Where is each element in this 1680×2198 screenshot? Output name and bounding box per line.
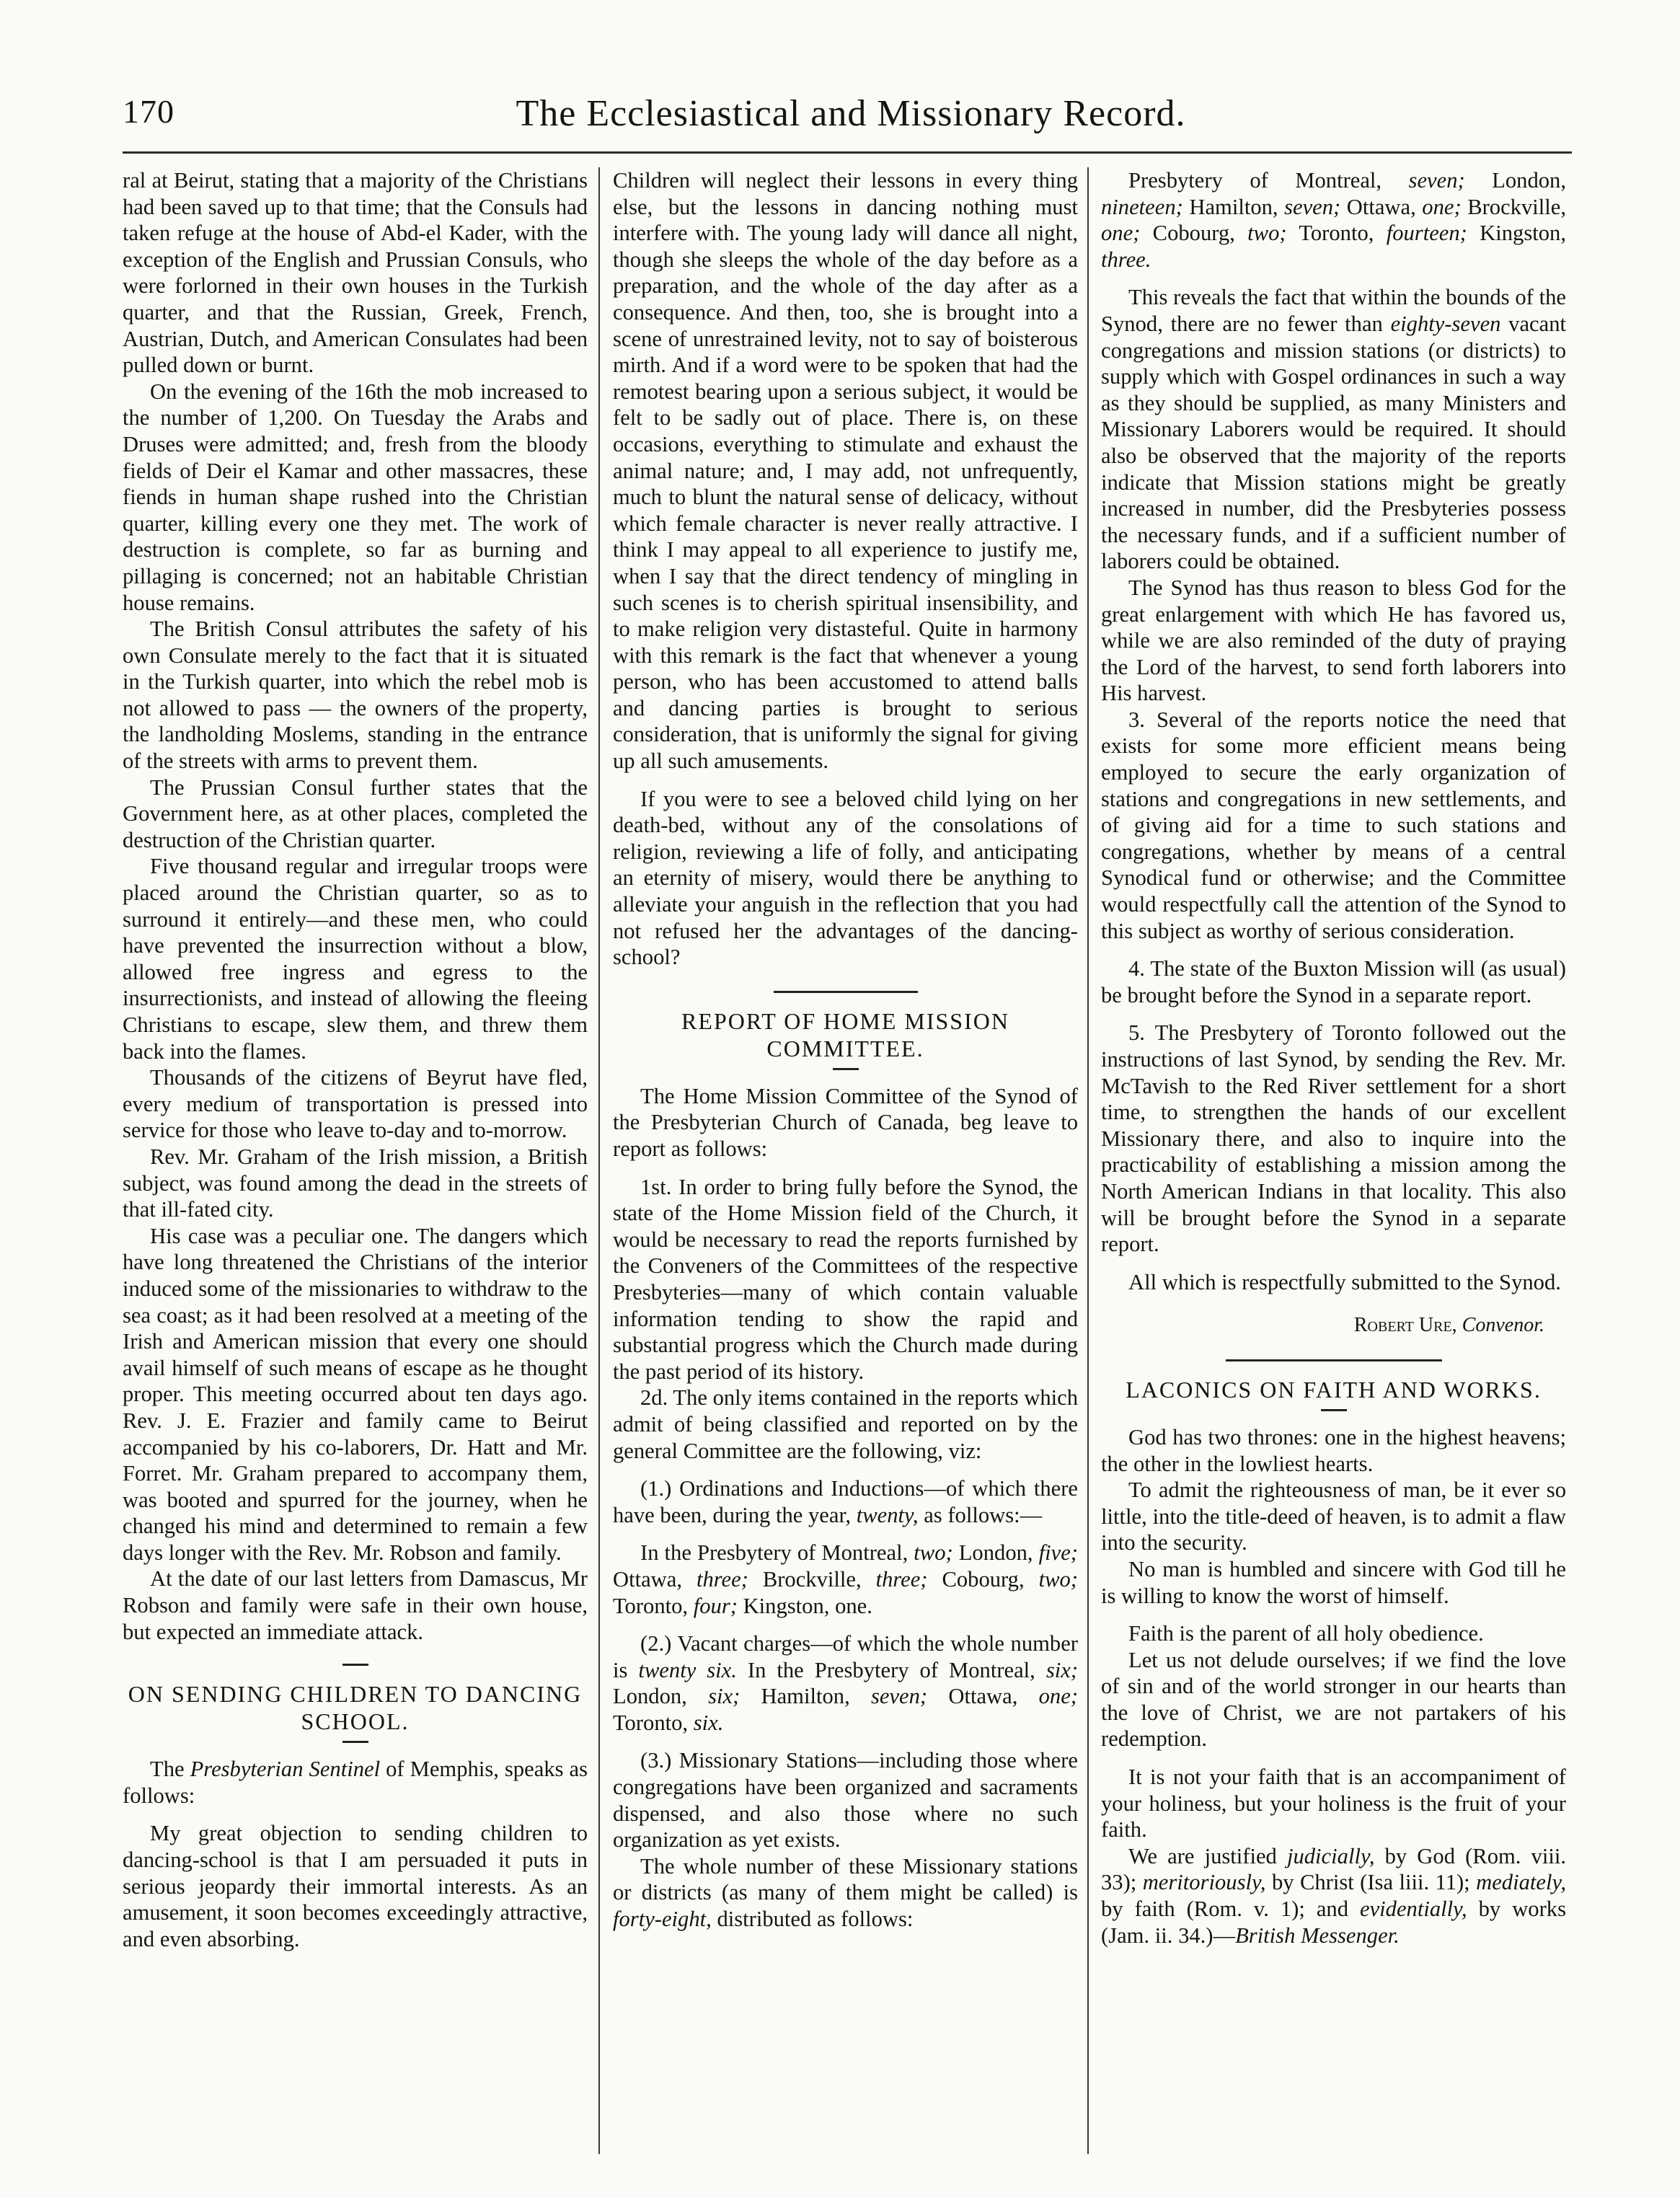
text: by works (Jam. ii. 34.)— xyxy=(1101,1897,1566,1948)
text: Ottawa, xyxy=(1340,194,1423,219)
text-em: evidentially, xyxy=(1359,1897,1467,1922)
text: (2.) Vacant charges—of which the whole number is xyxy=(613,1631,1078,1682)
text: London, xyxy=(952,1540,1039,1566)
paragraph xyxy=(1101,167,1566,273)
paragraph xyxy=(613,1475,1078,1528)
paragraph: At the date of our last letters from Damascus, Mr Robson and family were safe in their own house, but expected an immediate attack. xyxy=(123,1566,588,1644)
publication-title: The Ecclesiastical and Missionary Record. xyxy=(516,93,1186,134)
column-divider-1 xyxy=(598,167,600,2154)
text-em: one; xyxy=(1101,221,1141,246)
text-em: three. xyxy=(1101,247,1151,272)
text: Toronto, xyxy=(1286,221,1387,246)
text: Cobourg, xyxy=(1140,221,1248,246)
heading-rule xyxy=(1321,1409,1347,1411)
paragraph: Rev. Mr. Graham of the Irish mission, a British subject, was found among the dead in the streets of that ill-fated city. xyxy=(123,1144,588,1222)
paragraph: The Prussian Consul further states that the Government here, as at other places, completed the destruction of the Christian quarter. xyxy=(123,774,588,852)
text: Toronto, xyxy=(613,1593,694,1618)
paragraph xyxy=(613,1540,1078,1619)
text-em: two; xyxy=(914,1540,953,1566)
paragraph: To admit the righteousness of man, be it ever so little, into the title-deed of heaven, is to admit a flaw into the security. xyxy=(1101,1478,1566,1555)
text-em: twenty, xyxy=(856,1502,919,1527)
paragraph: Children will neglect their lessons in every thing else, but the lessons in dancing nothing must interfere with. The young lady will dance all night, though she sleeps the whole of the day before as a preparation, and the whole of the day after as a consequence. And then, too, she is brought into a scene of unrestrained levity, not to say of boisterous mirth. And if a word were to be spoken that had the remotest bearing upon a serious subject, it would be felt to be sadly out of place. There is, on these occasions, everything to stimulate and exhaust the animal nature; and, I may add, not unfrequently, much to blunt the natural sense of delicacy, without which female character is never really attractive. I think I may appeal to all experience to justify me, when I say that the direct tendency of mingling in such scenes is to cherish spiritual insensibility, and to make religion very distasteful. Quite in harmony with this remark is the fact that whenever a young person, who has been accustomed to attend balls and dancing parties is brought to serious consideration, that is uniformly the signal for giving up all such amusements. xyxy=(613,168,1078,774)
signatory-title: Convenor. xyxy=(1462,1314,1544,1337)
signatory-name: Robert Ure, xyxy=(1353,1314,1457,1337)
publication-name: Presbyterian Sentinel xyxy=(190,1757,381,1782)
paragraph xyxy=(613,1853,1078,1933)
paragraph: His case was a peculiar one. The dangers which have long threatened the Christians of the interior induced some of the missionaries to withdraw to the sea coast; as it had been resolved at a meeting of the Irish and American mission that every one should avail himself of such means of escape as he thought proper. This meeting occurred about ten days ago. Rev. J. E. Frazier and family came to Beirut accompanied by his co-laborers, Dr. Hatt and Mr. Forret. Mr. Graham prepared to accompany them, was booted and spurred for the journey, when he changed his mind and determined to remain a few days longer with the Rev. Mr. Robson and family. xyxy=(123,1223,588,1565)
paragraph: Five thousand regular and irregular troops were placed around the Christian quarter, so as to surround it entirely—and these men, who could have prevented the insurrection without a blow, allowed free ingress and egress to the insurrectionists, and instead of allowing the fleeing Christians to escape, slew them, and threw them back into the flames. xyxy=(123,854,588,1064)
paragraph: It is not your faith that is an accompaniment of your holiness, but your holiness is the fruit of your faith. xyxy=(1101,1765,1566,1842)
text-em: two; xyxy=(1247,221,1287,246)
text: one. xyxy=(835,1593,872,1618)
text: Ottawa, xyxy=(613,1566,697,1592)
paragraph: Let us not delude ourselves; if we find the love of sin and of the world stronger in our hearts than the love of Christ, we are not partakers of his redemption. xyxy=(1101,1647,1566,1752)
text-em: fourteen; xyxy=(1386,221,1467,246)
text: as follows:— xyxy=(918,1502,1043,1527)
paragraph: No man is humbled and sincere with God till he is willing to know the worst of himself. xyxy=(1101,1556,1566,1608)
article-heading-laconics: LACONICS ON FAITH AND WORKS. xyxy=(1126,1376,1542,1403)
paragraph: 4. The state of the Buxton Mission will (as usual) be brought before the Synod in a separate report. xyxy=(1101,956,1566,1007)
text: by Christ (Isa liii. 11); xyxy=(1265,1870,1477,1895)
paragraph: On the evening of the 16th the mob increased to the number of 1,200. On Tuesday the Arabs and Druses were admitted; and, fresh from the bloody fields of Deir el Kamar and other massacres, these fiends in human shape rushed into the Christian quarter, killing every one they met. The work of destruction is complete, so far as burning and pillaging is concerned; not an habitable Christian house remains. xyxy=(123,379,588,615)
text-em: eighty-seven xyxy=(1390,311,1501,336)
text: This reveals the fact that within the bounds of the Synod, there are no fewer than xyxy=(1101,285,1566,336)
text: Presbytery of Montreal, xyxy=(1128,168,1409,193)
paragraph: 2d. The only items contained in the reports which admit of being classified and reported on by the general Committee are the following, viz: xyxy=(613,1385,1078,1463)
paragraph: Faith is the parent of all holy obedience. xyxy=(1128,1621,1484,1646)
paragraph xyxy=(123,1756,588,1809)
text-em: three; xyxy=(875,1566,928,1592)
text-em: six; xyxy=(1045,1657,1078,1682)
text: London, xyxy=(1464,168,1566,193)
text: (1.) Ordinations and Inductions—of which there have been, during the year, xyxy=(613,1476,1078,1527)
text-em: twenty six. xyxy=(638,1657,737,1682)
text: In the Presbytery of Montreal, xyxy=(736,1657,1046,1682)
text: Ottawa, xyxy=(927,1684,1039,1709)
paragraph xyxy=(613,1630,1078,1736)
text: Cobourg, xyxy=(927,1566,1039,1592)
paragraph xyxy=(1101,284,1566,575)
column-1 xyxy=(123,167,588,2155)
paragraph: 3. Several of the reports notice the need that exists for some more efficient means being employed to secure the early organization of stations and congregations in new settlements, and of giving aid for a time to such stations and congregations, whether by means of a central Synodical fund or otherwise; and the Committee would respectfully call the attention of the Synod to this subject as worthy of serious consideration. xyxy=(1101,707,1566,943)
text: Hamilton, xyxy=(740,1684,871,1709)
paragraph: God has two thrones: one in the highest heavens; the other in the lowliest hearts. xyxy=(1101,1424,1566,1476)
text: Toronto, xyxy=(613,1710,694,1735)
text: The xyxy=(150,1757,190,1782)
source-credit: British Messenger. xyxy=(1235,1923,1400,1948)
column-divider-2 xyxy=(1087,167,1089,2154)
text: by faith (Rom. v. 1); and xyxy=(1101,1897,1360,1922)
paragraph: 1st. In order to bring fully before the Synod, the state of the Home Mission field of the Church, it would be necessary to read the reports furnished by the Conveners of the Committees of the respective Presbyteries—many of which contain valuable information tending to show the rapid and substantial progress which the Church made during the past period of its history. xyxy=(613,1174,1078,1384)
paragraph: All which is respectfully submitted to the Synod. xyxy=(1128,1269,1561,1294)
article-heading-dancing-school: ON SENDING CHILDREN TO DANCING SCHOOL. xyxy=(128,1681,583,1735)
text: Hamilton, xyxy=(1182,194,1285,219)
column-2 xyxy=(613,167,1078,2155)
heading-rule xyxy=(833,1068,859,1070)
heading-rule xyxy=(342,1741,368,1743)
text-em: seven; xyxy=(1408,168,1465,193)
section-rule xyxy=(774,991,918,993)
section-rule xyxy=(342,1664,368,1666)
paragraph: Thousands of the citizens of Beyrut have fled, every medium of transportation is pressed into service for those who leave to-day and to-morrow. xyxy=(123,1065,588,1143)
paragraph: My great objection to sending children to dancing-school is that I am persuaded it puts in serious jeopardy their immortal interests. As an amusement, it soon becomes exceedingly attractive, and even absorbing. xyxy=(123,1821,588,1951)
paragraph: (3.) Missionary Stations—including those where congregations have been organized and sacraments dispensed, and also those where no such organization as yet exists. xyxy=(613,1748,1078,1853)
text: Brockville, xyxy=(1461,194,1566,219)
text: of Memphis, speaks as follows: xyxy=(123,1757,588,1808)
article-heading-home-mission: REPORT OF HOME MISSION COMMITTEE. xyxy=(681,1007,1009,1062)
text: Brockville, xyxy=(748,1566,876,1592)
text-em: two; xyxy=(1038,1566,1078,1592)
page-number: 170 xyxy=(123,93,174,130)
text: vacant congregations and mission stations (or districts) to supply which with Gospel ordinances in such a way as they should be supplied, as many Ministers and Missionary Laborers would be required. It should also be observed that the majority of the reports indicate that Mission stations might be greatly increased in number, did the Presbyteries possess the necessary funds, and if a sufficient number of laborers could be obtained. xyxy=(1101,311,1566,574)
text-em: one; xyxy=(1038,1684,1078,1709)
text-em: six; xyxy=(708,1684,740,1709)
text-em: meritoriously, xyxy=(1142,1870,1266,1895)
text: We are justified xyxy=(1128,1843,1287,1868)
text-em: seven; xyxy=(870,1684,928,1709)
text-em: judicially, xyxy=(1286,1843,1375,1868)
text-em: three; xyxy=(696,1566,748,1592)
paragraph: ral at Beirut, stating that a majority of the Christians had been saved up to that time; that the Consuls had taken refuge at the house of Abd-el Kader, with the exception of the English and Prussian Consuls, who were forlorned in their own houses in the Turkish quarter, and that the Russian, Greek, French, Austrian, Dutch, and American Consulates had been pulled down or burnt. xyxy=(123,168,588,378)
text-em: seven; xyxy=(1284,194,1341,219)
text: In the Presbytery of Montreal, xyxy=(640,1540,914,1566)
paragraph: The British Consul attributes the safety of his own Consulate merely to the fact that it is situated in the Turkish quarter, into which the rebel mob is not allowed to pass — the owners of the property, the landholding Moslems, standing in the entrance of the streets with arms to prevent them. xyxy=(123,617,588,774)
text: London, xyxy=(613,1684,709,1709)
column-3 xyxy=(1101,167,1566,2155)
text-em: nineteen; xyxy=(1101,194,1183,219)
text: by God (Rom. viii. 33); xyxy=(1101,1843,1566,1895)
text: Kingston, xyxy=(1467,221,1566,246)
text-em: five; xyxy=(1038,1540,1078,1566)
page-header xyxy=(123,92,1579,143)
header-rule xyxy=(123,151,1572,154)
paragraph xyxy=(1101,1843,1566,1948)
paragraph: The Home Mission Committee of the Synod of the Presbyterian Church of Canada, beg leave to report as follows: xyxy=(613,1083,1078,1161)
signature xyxy=(1101,1312,1566,1339)
section-rule xyxy=(1226,1359,1442,1361)
text-em: four; xyxy=(693,1593,738,1618)
text-em: six. xyxy=(693,1710,724,1735)
paragraph: The Synod has thus reason to bless God for the great enlargement with which He has favored us, while we are also reminded of the duty of praying the Lord of the harvest, to send forth laborers into His harvest. xyxy=(1101,575,1566,706)
text-em: forty-eight, xyxy=(613,1907,712,1932)
paragraph: If you were to see a beloved child lying on her death-bed, without any of the consolations of religion, reviewing a life of folly, and anticipating an eternity of misery, would there be anything to alleviate your anguish in the reflection that you had not refused her the advantages of the dancing-school? xyxy=(613,786,1078,970)
text: Kingston, xyxy=(737,1593,836,1618)
text-em: one; xyxy=(1422,194,1462,219)
text: The whole number of these Missionary stations or districts (as many of them might be called) is xyxy=(613,1853,1078,1905)
text: distributed as follows: xyxy=(711,1907,914,1932)
paragraph: 5. The Presbytery of Toronto followed out the instructions of last Synod, by sending the Rev. Mr. McTavish to the Red River settlement for a short time, to strengthen the hands of our excellent Missionary there, and also to inquire into the practicability of establishing a mission among the North American Indians in that locality. This also will be brought before the Synod in a separate report. xyxy=(1101,1020,1566,1257)
text-em: mediately, xyxy=(1476,1870,1566,1895)
